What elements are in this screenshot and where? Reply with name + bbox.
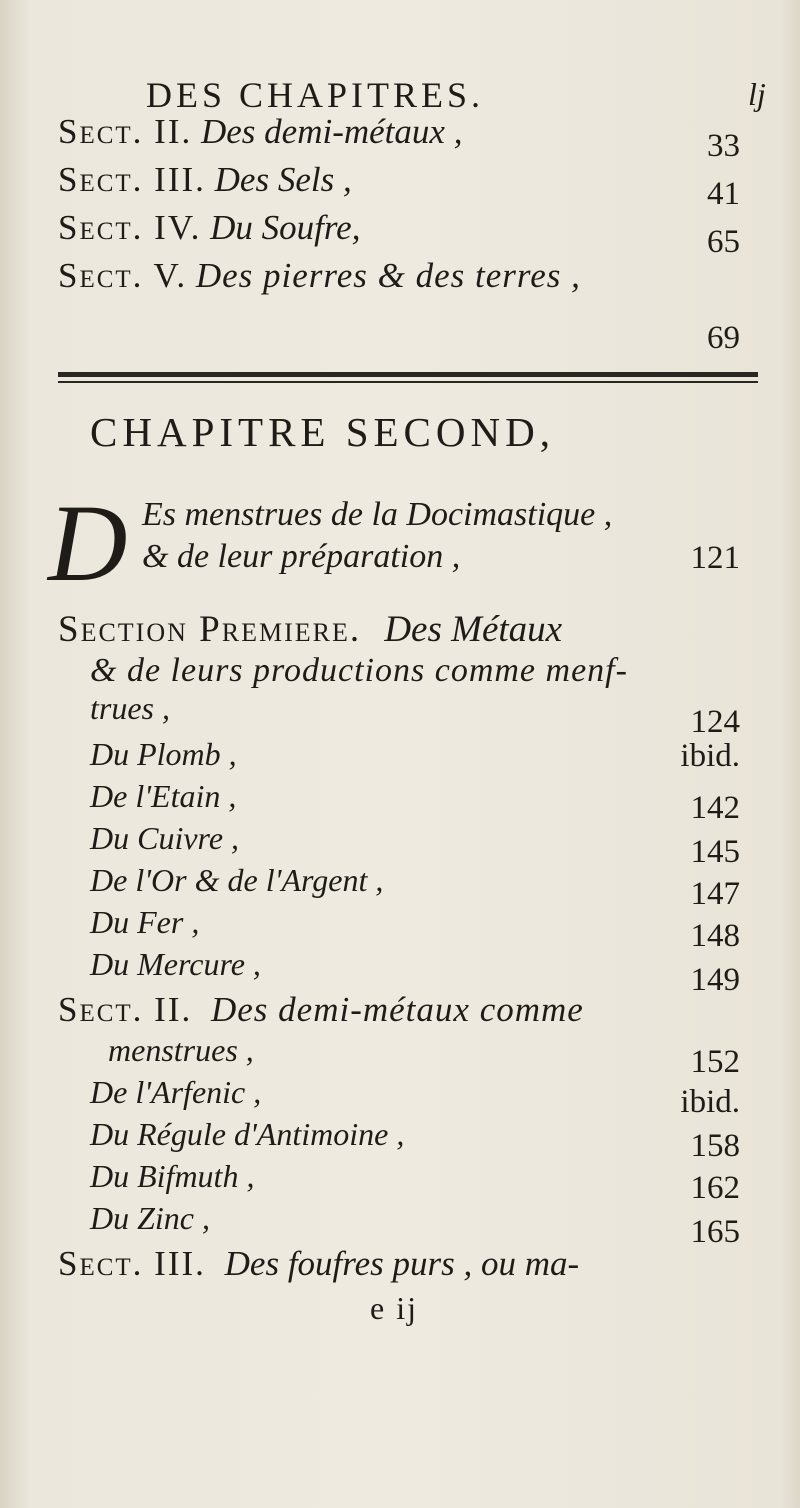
toc-entry: De l'Or & de l'Argent ,: [90, 862, 384, 898]
chapter-heading: CHAPITRE SECOND,: [90, 409, 555, 455]
toc-page: 69: [707, 320, 740, 356]
toc-entry-page: 145: [690, 834, 740, 870]
section-page: 124: [690, 704, 740, 740]
drop-cap: D: [48, 482, 128, 604]
toc-title: Du Soufre,: [210, 208, 361, 247]
toc-entry-page: 162: [690, 1170, 740, 1206]
toc-entry-page: 142: [690, 790, 740, 826]
toc-entry-page: ibid.: [680, 1084, 740, 1120]
section-title-cont: menstrues ,: [108, 1032, 254, 1068]
section-title: Des Métaux: [384, 609, 563, 650]
toc-entry: Du Zinc ,: [90, 1200, 210, 1236]
toc-row: [58, 112, 462, 152]
section-page: 152: [690, 1044, 740, 1080]
section-label: Sect. III.: [58, 1244, 206, 1283]
toc-entry-page: 148: [690, 918, 740, 954]
toc-row: [58, 160, 352, 200]
toc-entry: Du Bifmuth ,: [90, 1158, 255, 1194]
section-label: Section Premiere.: [58, 609, 362, 650]
toc-entry: Du Mercure ,: [90, 946, 261, 982]
toc-label: Sect. V.: [58, 256, 188, 295]
section-title-cont: trues ,: [90, 690, 170, 726]
toc-entry-page: 147: [690, 876, 740, 912]
toc-entry: Du Cuivre ,: [90, 820, 240, 856]
chapter-entry-line1: Es menstrues de la Docimastique ,: [142, 496, 613, 533]
toc-entry: Du Fer ,: [90, 904, 200, 940]
section-heading: [58, 990, 584, 1030]
section-title: Des foufres purs , ou ma-: [224, 1244, 580, 1283]
toc-row: [58, 256, 581, 296]
toc-label: Sect. II.: [58, 112, 193, 151]
section-title-cont: & de leurs productions comme menf-: [90, 652, 628, 689]
running-head-folio: lj: [748, 76, 766, 112]
toc-entry: Du Plomb ,: [90, 736, 237, 772]
toc-entry-page: 158: [690, 1128, 740, 1164]
toc-entry-page: 165: [690, 1214, 740, 1250]
toc-title: Des Sels ,: [214, 160, 352, 199]
signature-mark: e ij: [370, 1290, 418, 1326]
decorative-rule-thin: [58, 381, 758, 383]
toc-row: [58, 208, 360, 248]
running-head-title: DES CHAPITRES.: [146, 75, 485, 115]
chapter-entry-page: 121: [690, 540, 740, 576]
section-heading: [58, 608, 562, 651]
toc-entry: De l'Arfenic ,: [90, 1074, 262, 1110]
section-label: Sect. II.: [58, 990, 193, 1029]
decorative-rule-thick: [58, 372, 758, 377]
chapter-entry-line2: & de leur préparation ,: [142, 538, 461, 575]
toc-entry: De l'Etain ,: [90, 778, 237, 814]
section-title: Des demi-métaux comme: [211, 990, 584, 1029]
toc-title: Des demi-métaux ,: [201, 112, 463, 151]
toc-entry: Du Régule d'Antimoine ,: [90, 1116, 405, 1152]
section-heading: [58, 1244, 579, 1284]
toc-label: Sect. IV.: [58, 208, 202, 247]
toc-page: 33: [707, 128, 740, 164]
toc-label: Sect. III.: [58, 160, 206, 199]
toc-title: Des pierres & des terres ,: [195, 256, 581, 295]
toc-entry-page: ibid.: [680, 738, 740, 774]
toc-entry-page: 149: [690, 962, 740, 998]
toc-page: 41: [707, 176, 740, 212]
toc-page: 65: [707, 224, 740, 260]
